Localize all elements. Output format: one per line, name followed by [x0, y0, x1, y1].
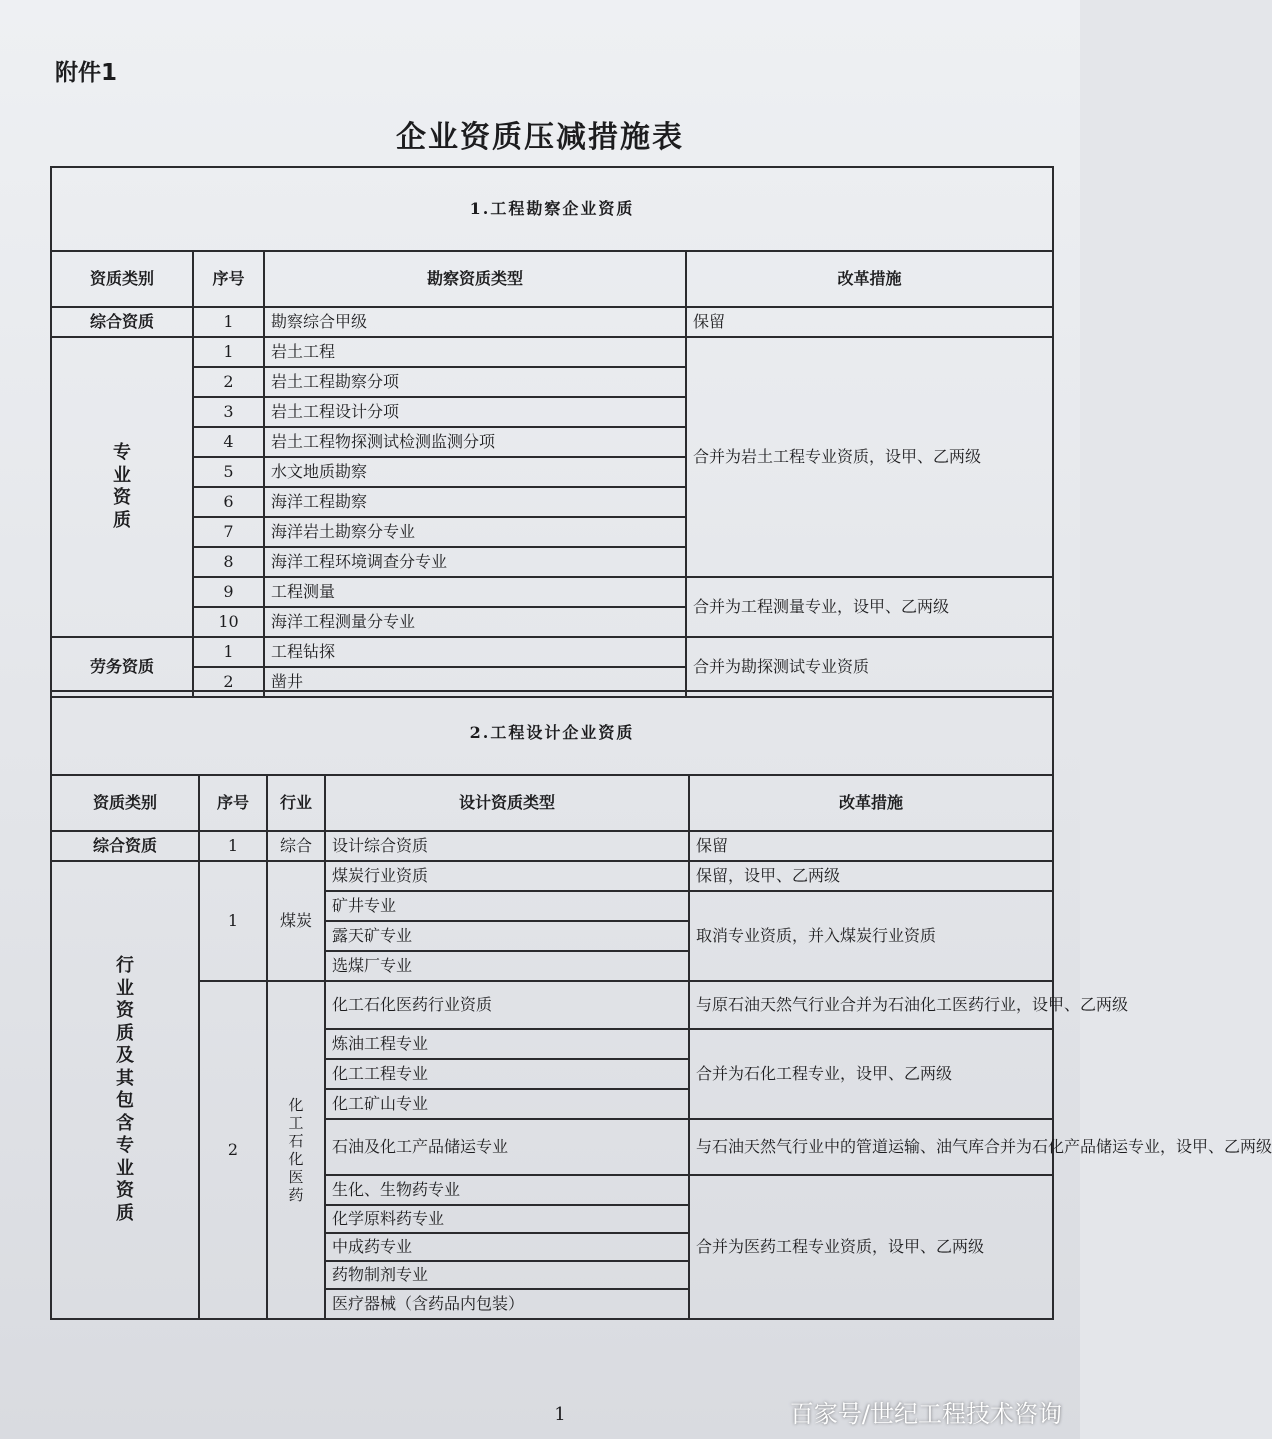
measure-cell: 与石油天然气行业中的管道运输、油气库合并为石化产品储运专业，设甲、乙两级 [689, 1119, 1053, 1175]
industry-cell: 化工石化医药 [267, 981, 325, 1319]
type-cell: 医疗器械（含药品内包装） [325, 1289, 689, 1319]
section1-heading: 1.工程勘察企业资质 [51, 167, 1053, 251]
col-header-industry: 行业 [267, 775, 325, 831]
industry-cell: 煤炭 [267, 861, 325, 981]
type-cell: 化工矿山专业 [325, 1089, 689, 1119]
type-cell: 生化、生物药专业 [325, 1175, 689, 1205]
number-cell: 5 [193, 457, 264, 487]
watermark: 百家号/世纪工程技术咨询 [789, 1400, 1062, 1428]
type-cell: 化工工程专业 [325, 1059, 689, 1089]
number-cell: 1 [193, 307, 264, 337]
category-cell: 劳务资质 [51, 637, 193, 697]
page-title: 企业资质压减措施表 [396, 120, 684, 155]
type-cell: 凿井 [264, 667, 686, 697]
table-row [51, 637, 1053, 667]
col-header-measure: 改革措施 [686, 251, 1053, 307]
type-cell: 露天矿专业 [325, 921, 689, 951]
category-cell: 行业资质及其包含专业资质 [51, 861, 199, 1319]
type-cell: 勘察综合甲级 [264, 307, 686, 337]
section1-header-row [51, 251, 1053, 307]
type-cell: 海洋工程环境调查分专业 [264, 547, 686, 577]
type-cell: 海洋工程勘察 [264, 487, 686, 517]
number-cell: 1 [199, 861, 267, 981]
type-cell: 中成药专业 [325, 1233, 689, 1261]
type-cell: 化工石化医药行业资质 [325, 981, 689, 1029]
category-cell: 专业资质 [51, 337, 193, 637]
measure-cell: 合并为勘探测试专业资质 [686, 637, 1053, 697]
measure-cell: 保留，设甲、乙两级 [689, 861, 1053, 891]
attachment-label: 附件1 [55, 60, 118, 86]
number-cell: 8 [193, 547, 264, 577]
number-cell: 4 [193, 427, 264, 457]
type-cell: 工程测量 [264, 577, 686, 607]
type-cell: 岩土工程 [264, 337, 686, 367]
measure-cell: 保留 [686, 307, 1053, 337]
table-row [51, 577, 1053, 607]
type-cell: 岩土工程设计分项 [264, 397, 686, 427]
number-cell: 7 [193, 517, 264, 547]
number-cell: 2 [193, 667, 264, 697]
number-cell: 1 [199, 831, 267, 861]
col-header-measure: 改革措施 [689, 775, 1053, 831]
type-cell: 药物制剂专业 [325, 1261, 689, 1289]
type-cell: 选煤厂专业 [325, 951, 689, 981]
col-header-category: 资质类别 [51, 251, 193, 307]
measure-cell: 合并为工程测量专业，设甲、乙两级 [686, 577, 1053, 637]
design-qualification-table [50, 690, 1272, 1320]
table-row [51, 981, 1053, 1029]
number-cell: 2 [193, 367, 264, 397]
type-cell: 炼油工程专业 [325, 1029, 689, 1059]
type-cell: 石油及化工产品储运专业 [325, 1119, 689, 1175]
type-cell: 煤炭行业资质 [325, 861, 689, 891]
col-header-design-type: 设计资质类型 [325, 775, 689, 831]
measure-cell: 合并为医药工程专业资质，设甲、乙两级 [689, 1175, 1053, 1319]
number-cell: 1 [193, 637, 264, 667]
section2-header-row [51, 775, 1053, 831]
page-number: 1 [554, 1404, 566, 1425]
table-row [51, 307, 1053, 337]
col-header-number: 序号 [193, 251, 264, 307]
survey-qualification-table [50, 166, 1054, 698]
measure-cell: 合并为石化工程专业，设甲、乙两级 [689, 1029, 1053, 1119]
type-cell: 矿井专业 [325, 891, 689, 921]
type-cell: 岩土工程勘察分项 [264, 367, 686, 397]
type-cell: 海洋工程测量分专业 [264, 607, 686, 637]
measure-cell: 与原石油天然气行业合并为石油化工医药行业，设甲、乙两级 [689, 981, 1053, 1029]
measure-cell: 合并为岩土工程专业资质，设甲、乙两级 [686, 337, 1053, 577]
type-cell: 工程钻探 [264, 637, 686, 667]
number-cell: 6 [193, 487, 264, 517]
category-cell: 综合资质 [51, 307, 193, 337]
measure-cell: 取消专业资质，并入煤炭行业资质 [689, 891, 1053, 981]
section2-heading: 2.工程设计企业资质 [51, 691, 1053, 775]
measure-cell: 保留 [689, 831, 1053, 861]
number-cell: 10 [193, 607, 264, 637]
table-row [51, 337, 1053, 367]
number-cell: 2 [199, 981, 267, 1319]
type-cell: 设计综合资质 [325, 831, 689, 861]
col-header-category: 资质类别 [51, 775, 199, 831]
type-cell: 岩土工程物探测试检测监测分项 [264, 427, 686, 457]
table-row [51, 831, 1053, 861]
number-cell: 1 [193, 337, 264, 367]
industry-cell: 综合 [267, 831, 325, 861]
number-cell: 3 [193, 397, 264, 427]
col-header-number: 序号 [199, 775, 267, 831]
number-cell: 9 [193, 577, 264, 607]
type-cell: 水文地质勘察 [264, 457, 686, 487]
type-cell: 化学原料药专业 [325, 1205, 689, 1233]
category-cell: 综合资质 [51, 831, 199, 861]
type-cell: 海洋岩土勘察分专业 [264, 517, 686, 547]
col-header-survey-type: 勘察资质类型 [264, 251, 686, 307]
table-row [51, 861, 1053, 891]
